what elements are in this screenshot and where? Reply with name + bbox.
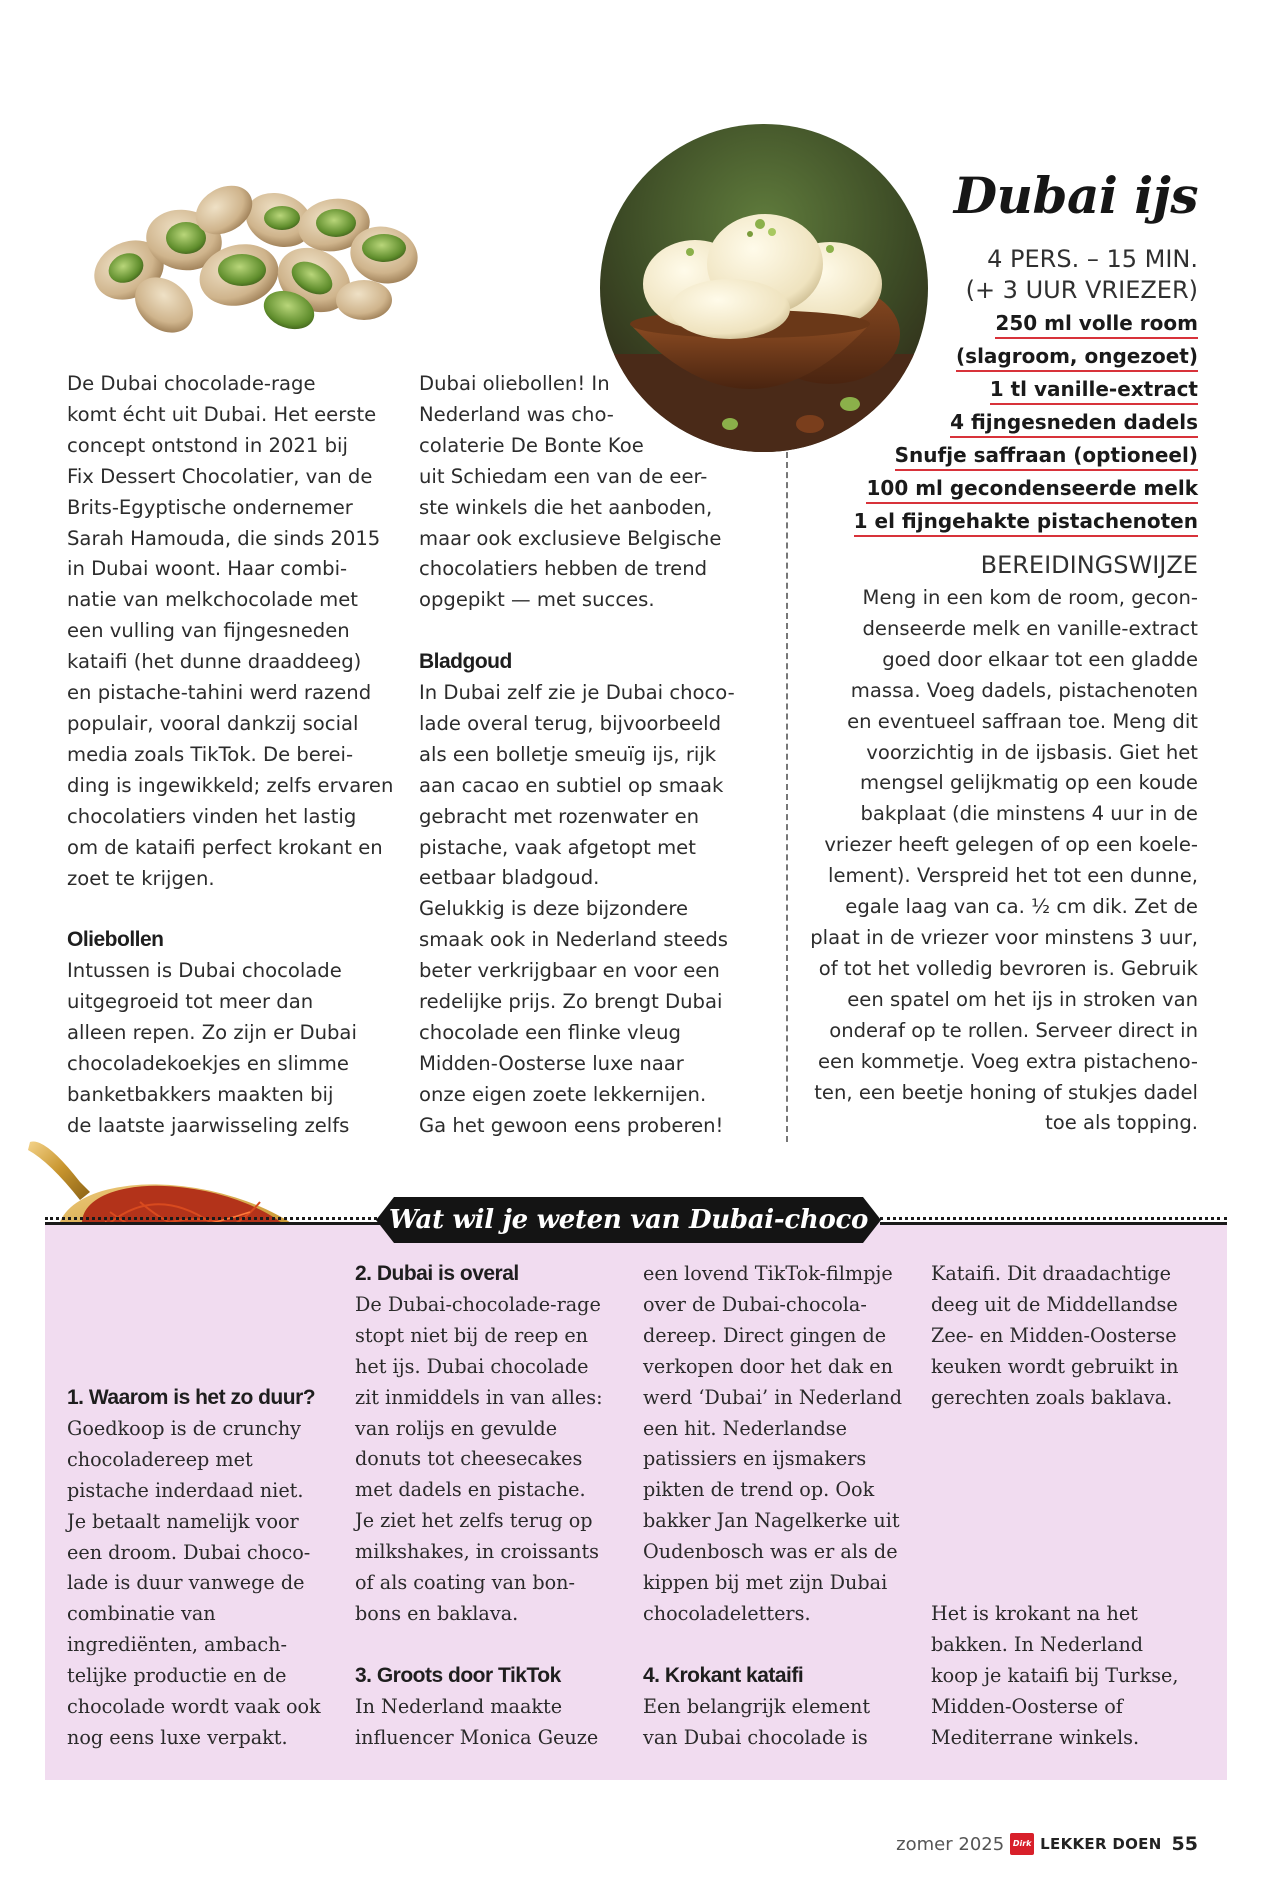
box-line: bakker Jan Nagelkerke uit [643,1509,900,1533]
article-line: Sarah Hamouda, die sinds 2015 [67,526,381,550]
article-line: ding is ingewikkeld; zelfs ervaren [67,773,394,797]
ingredient-list [854,308,1198,539]
prep-line: ten, een beetje honing of stukjes dadel [814,1080,1198,1104]
prep-line: massa. Voeg dadels, pistachenoten [850,678,1198,702]
article-line: lade overal terug, bijvoorbeeld [419,711,722,735]
ingredient-item: 4 fijngesneden dadels [854,407,1198,440]
ingredient-item: (slagroom, ongezoet) [854,341,1198,374]
article-line: ste winkels die het aanboden, [419,495,713,519]
magazine-name: LEKKER DOEN [1040,1835,1162,1853]
box-line: Kataifi. Dit draadachtige [931,1262,1172,1285]
article-line: kataifi (het dunne draaddeeg) [67,650,362,674]
box-line: met dadels en pistache. [355,1478,586,1502]
ingredient-item: 100 ml gecondenseerde melk [854,473,1198,506]
article-line: maar ook exclusieve Belgische [419,526,722,550]
article-line: pistache, vaak afgetopt met [419,835,696,859]
prep-line: een kommetje. Voeg extra pistacheno- [818,1049,1198,1073]
box-line: Een belangrijk element [643,1694,871,1718]
article-line: chocolatiers vinden het lastig [67,804,357,828]
box-line: In Nederland maakte [355,1694,563,1718]
box-line: stopt niet bij de reep en [355,1323,589,1347]
article-line: media zoals TikTok. De berei- [67,742,354,766]
subhead-bladgoud: Bladgoud [419,650,512,674]
box-line: ingrediënten, ambach- [67,1633,288,1657]
article-line: chocoladekoekjes en slimme [67,1051,349,1075]
prep-line: egale laag van ca. ½ cm dik. Zet de [845,895,1198,919]
prep-line: plaat in de vriezer voor minstens 3 uur, [810,925,1198,949]
info-box-title: Wat wil je weten van Dubai-choco [388,1205,869,1235]
box-line: Je ziet het zelfs terug op [355,1509,593,1533]
recipe-title: Dubai ijs [953,166,1198,225]
article-line: Intussen is Dubai chocolade [67,959,342,983]
article-line: populair, vooral dankzij social [67,711,359,735]
box-line: chocolade wordt vaak ook [67,1695,321,1719]
prep-line: voorzichtig in de ijsbasis. Giet het [866,740,1198,764]
prep-line: denseerde melk en vanille-extract [862,616,1198,640]
box-line: deeg uit de Middellandse [931,1292,1178,1316]
prep-line: onderaf op te rollen. Serveer direct in [829,1018,1198,1042]
article-line: redelijke prijs. Zo brengt Dubai [419,990,723,1014]
banner-rule-right [880,1217,1227,1225]
article-column-1 [67,369,397,1142]
article-line: chocolatiers hebben de trend [419,557,708,581]
recipe-servings-time: 4 PERS. – 15 MIN. [987,245,1198,273]
box-line: Oudenbosch was er als de [643,1540,898,1564]
prep-line: en eventueel saffraan toe. Meng dit [847,709,1198,733]
article-line: een vulling van fijngesneden [67,619,350,643]
article-line: gebracht met rozenwater en [419,804,700,828]
issue-season: zomer 2025 [896,1833,1005,1855]
ingredient-item: Snufje saffraan (optioneel) [854,440,1198,473]
article-line: Fix Dessert Chocolatier, van de [67,464,373,488]
article-line: in Dubai woont. Haar combi- [67,557,348,581]
box-line: het ijs. Dubai chocolade [355,1354,589,1378]
box-line: zit inmiddels in van alles: [355,1385,603,1409]
box-line: verkopen door het dak en [643,1354,893,1378]
box-line: werd ‘Dubai’ in Nederland [643,1385,902,1409]
box-line: telijke productie en de [67,1664,287,1688]
article-line: en pistache-tahini werd razend [67,681,372,705]
article-line: banketbakkers maakten bij [67,1082,334,1106]
prep-line: Meng in een kom de room, gecon- [862,586,1198,609]
article-line: Gelukkig is deze bijzondere [419,897,689,921]
article-line: als een bolletje smeuïg ijs, rijk [419,742,717,766]
box-line: influencer Monica Geuze [355,1725,599,1749]
question-3-4 [643,1259,902,1753]
dirk-logo: Dirk [1010,1833,1034,1855]
box-line: gerechten zoals baklava. [931,1385,1173,1409]
recipe-freezer-time: (+ 3 UUR VRIEZER) [965,276,1198,304]
prep-line: lement). Verspreid het tot een dunne, [828,864,1198,888]
question-3-title: 3. Groots door TikTok [355,1663,561,1687]
box-line: Goedkoop is de crunchy [67,1416,302,1440]
pistachios-photo [64,130,444,355]
box-line: dereep. Direct gingen de [643,1323,887,1347]
box-line: van rolijs en gevulde [355,1416,558,1440]
article-line: uit Schiedam een van de eer- [419,464,708,488]
article-line: Brits-Egyptische ondernemer [67,495,353,519]
prep-line: vriezer heeft gelegen of op een koele- [824,833,1198,857]
article-line: zoet te krijgen. [67,866,215,890]
box-line: Zee- en Midden-Oosterse [931,1323,1177,1347]
preparation-text [778,583,1198,1139]
box-line: een lovend TikTok-filmpje [643,1262,893,1285]
box-line: koop je kataifi bij Turkse, [931,1663,1179,1687]
box-line: bons en baklava. [355,1601,519,1625]
prep-line: toe als topping. [1045,1111,1198,1135]
recipe-meta [966,244,1198,306]
box-line: of als coating van bon- [355,1571,576,1595]
article-line: Midden-Oosterse luxe naar [419,1051,684,1075]
box-line: De Dubai-chocolade-rage [355,1292,601,1316]
page-number: 55 [1171,1833,1198,1855]
box-line: keuken wordt gebruikt in [931,1354,1179,1378]
article-line: eetbaar bladgoud. [419,866,600,890]
question-4-end [931,1599,1179,1754]
article-line: beter verkrijgbaar en voor een [419,959,720,983]
question-2-3 [355,1259,603,1753]
box-line: pistache inderdaad niet. [67,1478,304,1502]
box-line: bakken. In Nederland [931,1632,1144,1656]
banner-rule-left [45,1217,395,1225]
page-footer [896,1833,1198,1855]
prep-line: bakplaat (die minstens 4 uur in de [860,802,1198,826]
subhead-oliebollen: Oliebollen [67,928,164,952]
box-line: van Dubai chocolade is [643,1725,868,1749]
box-line: patissiers en ijsmakers [643,1447,867,1471]
box-line: milkshakes, in croissants [355,1540,600,1564]
article-line: chocolade een flinke vleug [419,1021,681,1045]
box-line: over de Dubai-chocola- [643,1292,867,1316]
article-line: aan cacao en subtiel op smaak [419,773,724,797]
box-line: Je betaalt namelijk voor [67,1509,299,1533]
ingredient-item: 1 el fijngehakte pistachenoten [854,506,1198,539]
ingredient-item: 1 tl vanille-extract [854,374,1198,407]
box-line: nog eens luxe verpakt. [67,1725,288,1749]
box-line: donuts tot cheesecakes [355,1447,583,1471]
question-2-title: 2. Dubai is overal [355,1262,519,1285]
question-1-title: 1. Waarom is het zo duur? [67,1386,316,1409]
article-line: uitgegroeid tot meer dan [67,990,314,1014]
question-4-title: 4. Krokant kataifi [643,1663,804,1687]
box-line: pikten de trend op. Ook [643,1478,875,1502]
ingredient-item: 250 ml volle room [854,308,1198,341]
box-line: Het is krokant na het [931,1602,1138,1625]
question-4-continued [931,1259,1179,1414]
article-line: Ga het gewoon eens proberen! [419,1113,724,1137]
prep-line: goed door elkaar tot een gladde [882,647,1198,671]
article-line: concept ontstond in 2021 bij [67,433,348,457]
article-line: Dubai oliebollen! In [419,372,610,395]
box-line: Midden-Oosterse of [931,1694,1123,1718]
box-line: combinatie van [67,1602,216,1626]
article-line: Nederland was cho- [419,402,614,426]
box-line: Mediterrane winkels. [931,1725,1140,1749]
box-line: chocoladereep met [67,1447,253,1471]
question-1 [67,1383,321,1754]
article-line: De Dubai chocolade-rage [67,372,316,395]
box-line: kippen bij met zijn Dubai [643,1571,888,1595]
article-line: colaterie De Bonte Koe [419,433,644,457]
article-line: In Dubai zelf zie je Dubai choco- [419,681,735,705]
preparation-heading: BEREIDINGSWIJZE [980,551,1198,579]
prep-line: een spatel om het ijs in stroken van [847,987,1198,1011]
box-line: chocoladeletters. [643,1601,811,1625]
article-line: de laatste jaarwisseling zelfs [67,1113,350,1137]
box-line: een hit. Nederlandse [643,1416,847,1440]
article-line: smaak ook in Nederland steeds [419,928,728,952]
box-line: lade is duur vanwege de [67,1571,305,1595]
prep-line: of tot het volledig bevroren is. Gebruik [818,956,1198,980]
prep-line: mengsel gelijkmatig op een koude [860,771,1198,795]
article-line: komt écht uit Dubai. Het eerste [67,402,377,426]
box-line: een droom. Dubai choco- [67,1540,311,1564]
article-line: om de kataifi perfect krokant en [67,835,383,859]
article-line: onze eigen zoete lekkernijen. [419,1082,707,1106]
article-line: natie van melkchocolade met [67,588,358,612]
article-column-2 [419,369,759,1142]
article-line: alleen repen. Zo zijn er Dubai [67,1021,357,1045]
article-line: opgepikt — met succes. [419,588,655,612]
